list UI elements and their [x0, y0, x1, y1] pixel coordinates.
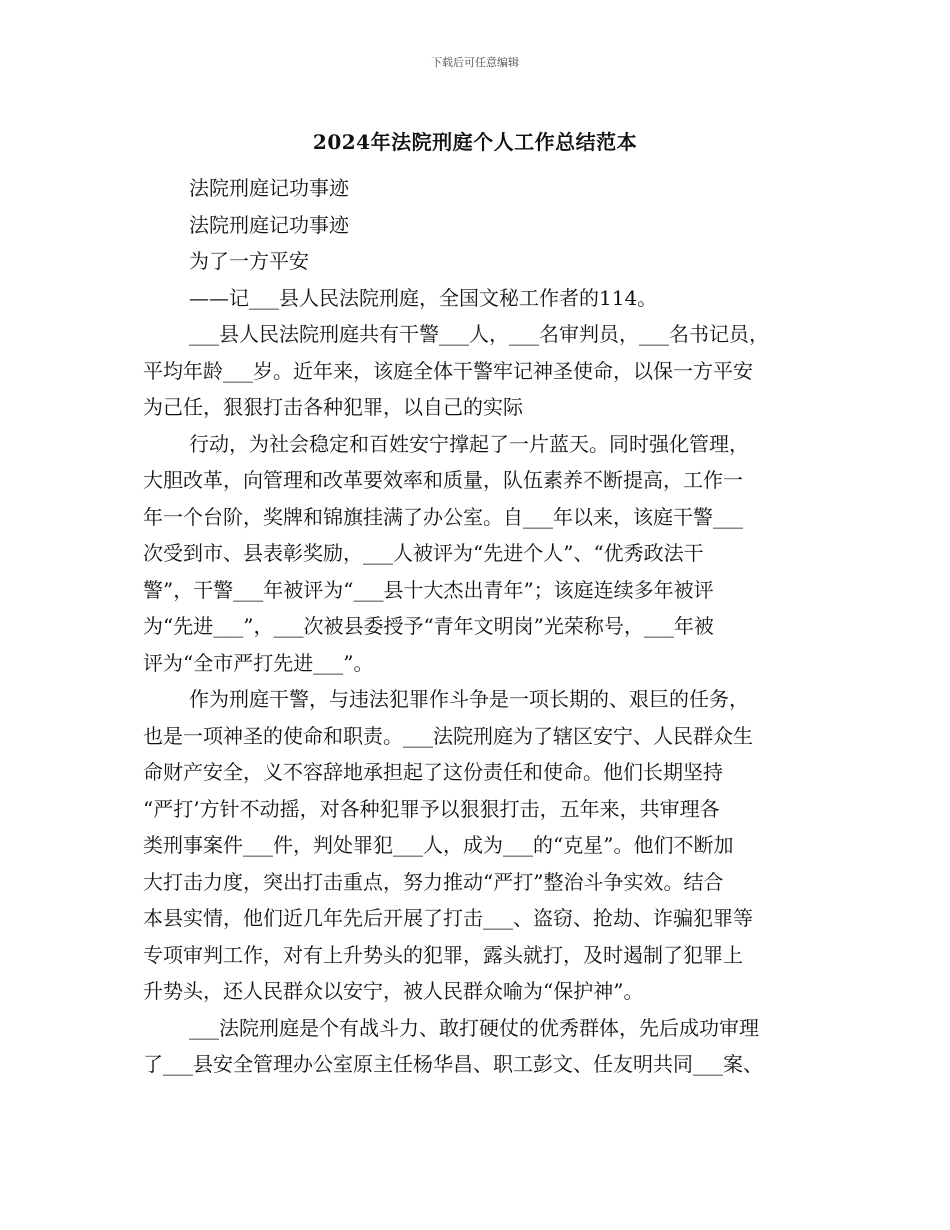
text-line: ___县人民法院刑庭共有干警___人，___名审判员，___名书记员，: [189, 322, 769, 346]
text-line: 评为“全市严打先进___”。: [143, 650, 374, 675]
text-line: 升势头，还人民群众以安宁，被人民群众喻为“保护神”。: [143, 979, 644, 1003]
text-line: 专项审判工作，对有上升势头的犯罪，露头就打，及时遏制了犯罪上: [143, 942, 743, 967]
text-line: 行动，为社会稳定和百姓安宁撑起了一片蓝天。同时强化管理，: [189, 431, 749, 456]
text-line: 大打击力度，突出打击重点，努力推动“严打”整治斗争实效。结合: [143, 869, 724, 894]
text-line: 法院刑庭记功事迹: [189, 176, 349, 200]
page-header: 下载后可任意编辑: [431, 56, 519, 69]
text-line: 警”，干警___年被评为“___县十大杰出青年”；该庭连续多年被评: [143, 577, 714, 602]
text-line: ___法院刑庭是个有战斗力、敢打硬仗的优秀群体，先后成功审理: [189, 1015, 759, 1040]
text-line: 为“先进___”，___次被县委授予“青年文明岗”光荣称号，___年被: [143, 614, 714, 638]
text-line: ——记___县人民法院刑庭，全国文秘工作者的114。: [189, 285, 658, 310]
text-line: 也是一项神圣的使命和职责。___法院刑庭为了辖区安宁、人民群众生: [143, 723, 753, 748]
text-line: 类刑事案件___件，判处罪犯___人，成为___的“克星”。他们不断加: [143, 833, 734, 857]
text-line: 次受到市、县表彰奖励，___人被评为“先进个人”、“优秀政法干: [143, 541, 704, 565]
text-line: 了___县安全管理办公室原主任杨华昌、职工彭文、任友明共同___案、: [143, 1052, 763, 1076]
text-line: 作为刑庭干警，与违法犯罪作斗争是一项长期的、艰巨的任务，: [189, 687, 749, 711]
text-line: “严打’方针不动摇，对各种犯罪予以狠狠打击，五年来，共审理各: [143, 796, 720, 821]
document-title: 2024年法院刑庭个人工作总结范本: [312, 130, 638, 154]
text-line: 命财产安全，义不容辞地承担起了这份责任和使命。他们长期坚持: [143, 760, 723, 784]
text-line: 为了一方平安: [189, 249, 309, 273]
text-line: 平均年龄___岁。近年来，该庭全体干警牢记神圣使命，以保一方平安: [143, 358, 753, 383]
text-line: 本县实情，他们近几年先后开展了打击___、盗窃、抢劫、诈骗犯罪等: [143, 906, 753, 930]
document-body: [143, 170, 833, 1083]
text-line: 大胆改革，向管理和改革要效率和质量，队伍素养不断提高，工作一: [143, 468, 743, 492]
text-line: 年一个台阶，奖牌和锦旗挂满了办公室。自___年以来，该庭干警___: [143, 504, 743, 529]
text-line: 为己任，狠狠打击各种犯罪，以自己的实际: [143, 395, 523, 419]
text-line: 法院刑庭记功事迹: [189, 212, 349, 237]
